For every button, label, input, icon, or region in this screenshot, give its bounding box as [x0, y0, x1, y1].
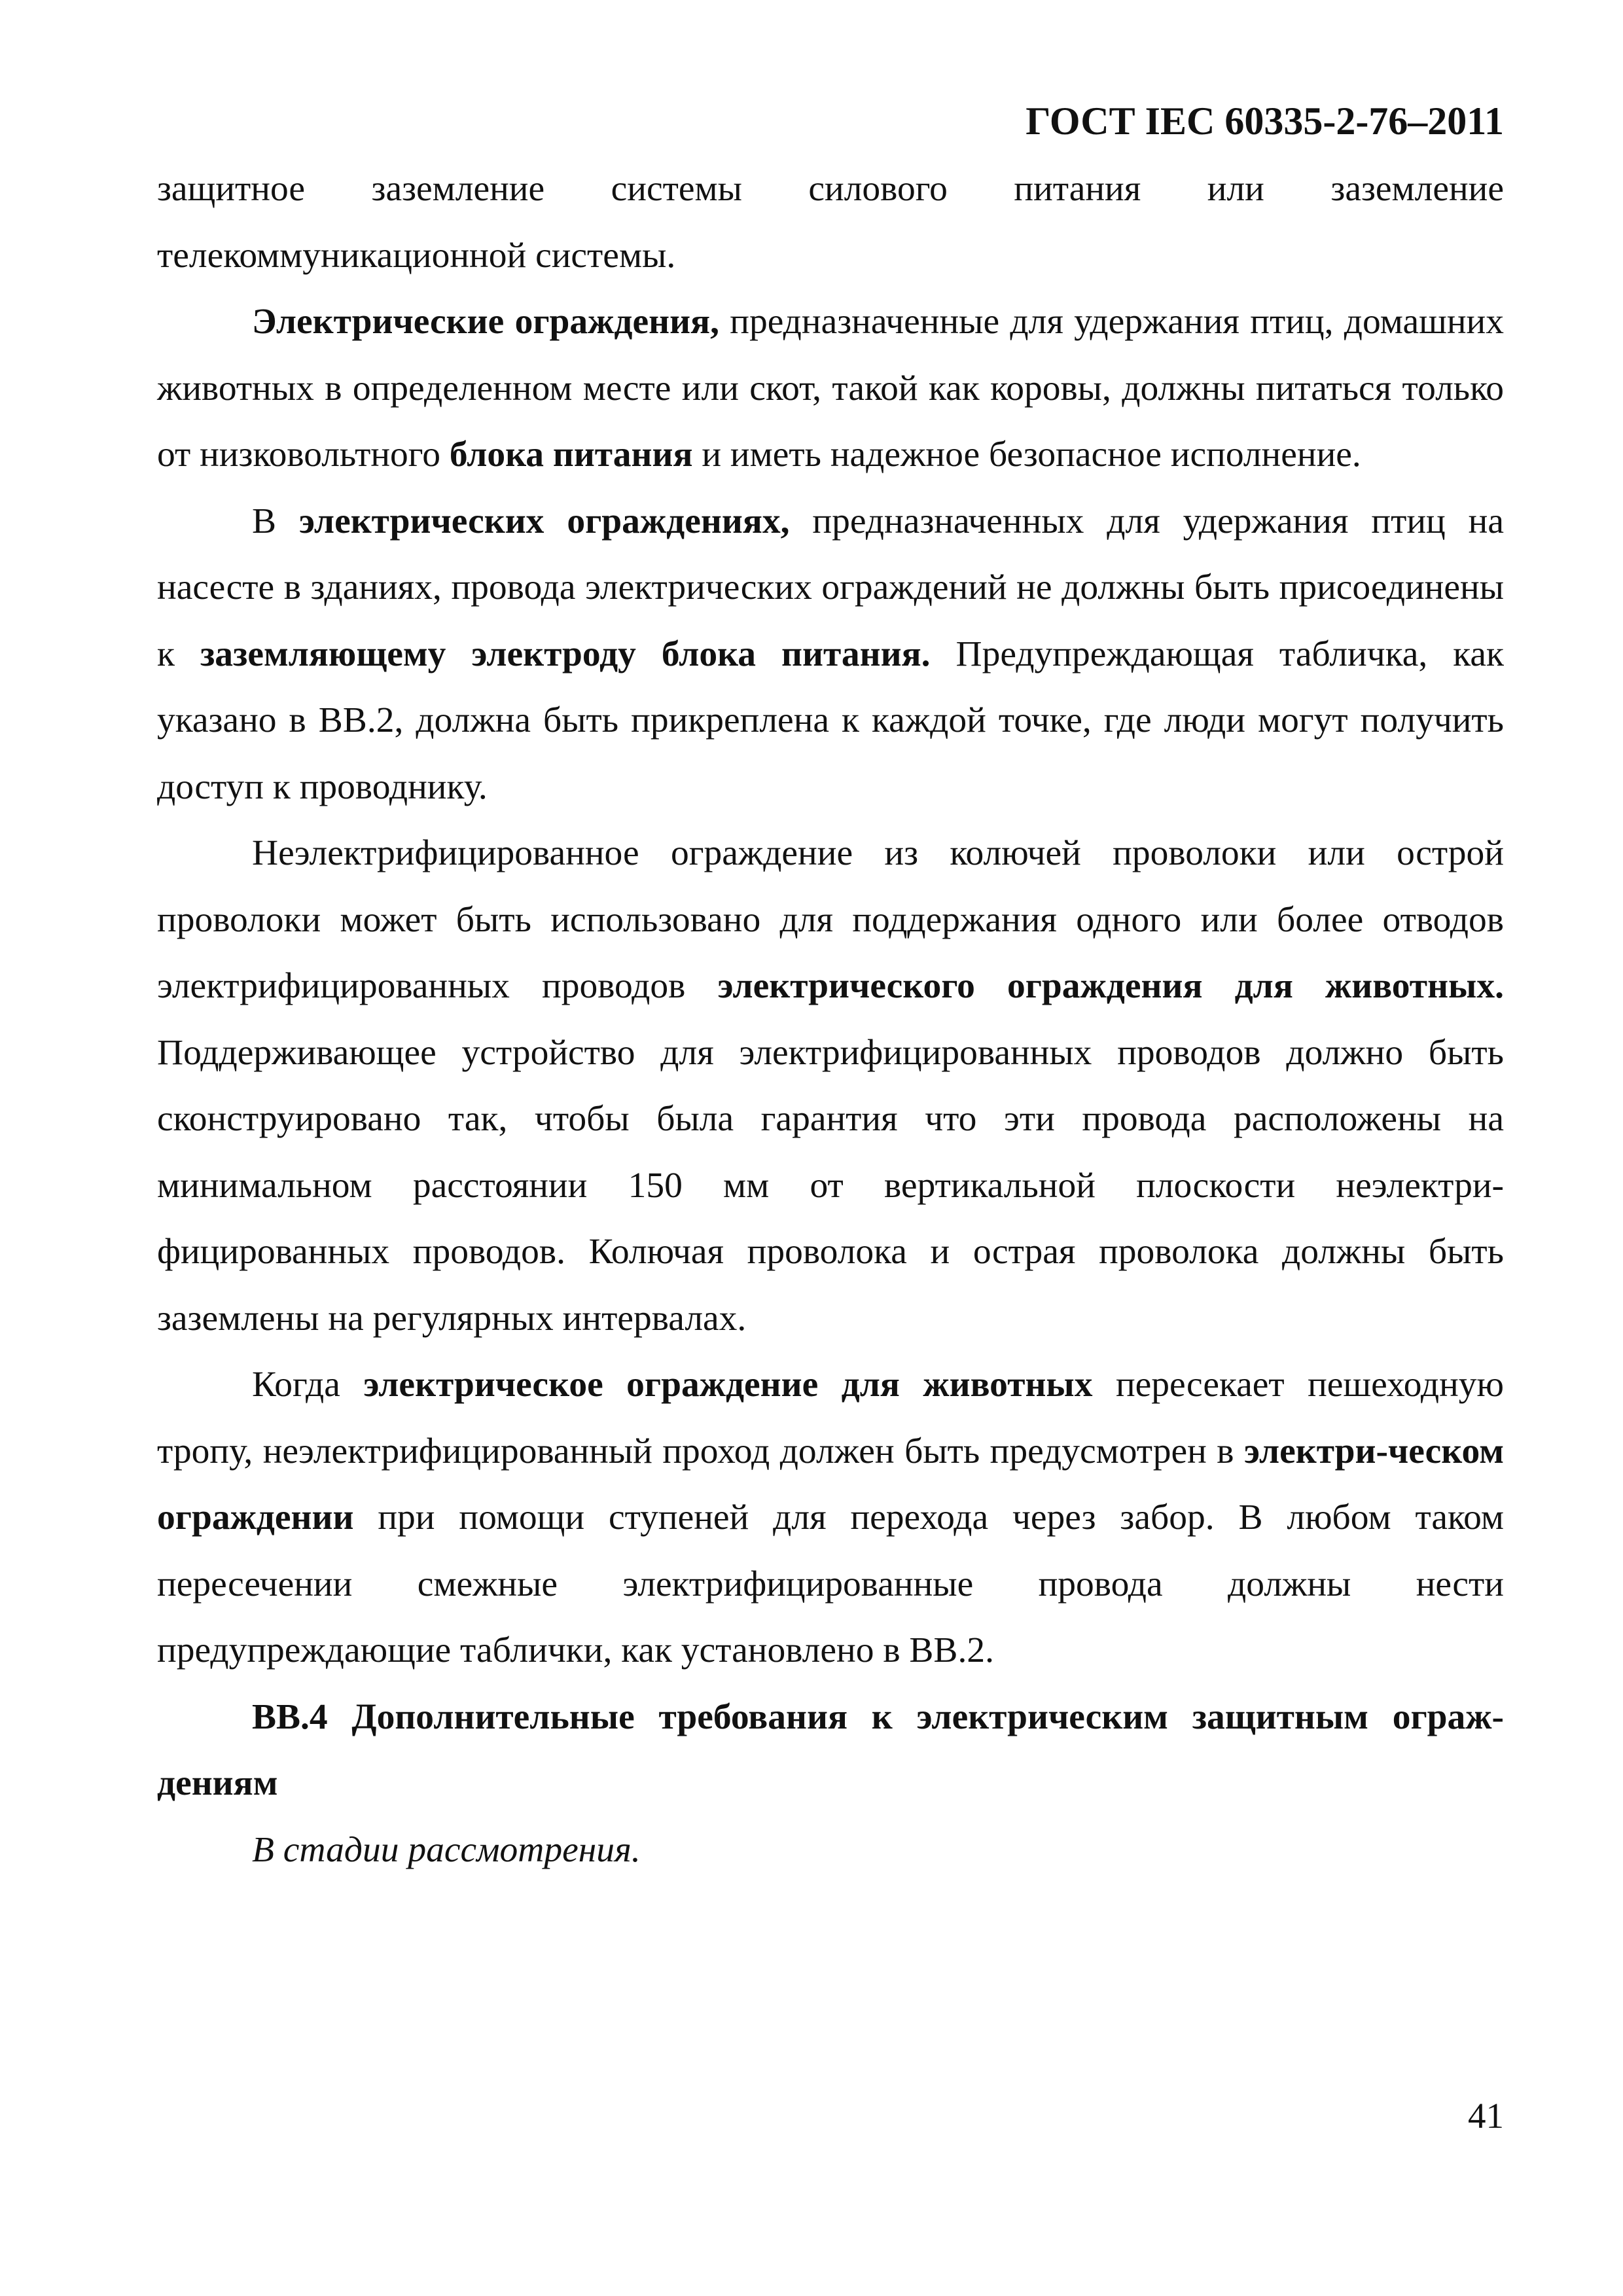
paragraph-text: предназначенных для удержания птиц на насесте в зданиях, провода электрических ограждений не должны быть присоединены к: [157, 501, 1505, 674]
section-heading: ВВ.4 Дополнительные требования к электрическим защитным ограж-дениям: [157, 1696, 1504, 1803]
paragraph-text: Неэлектрифицированное ограждение из колючей проволоки или острой проволоки может быть использовано для поддержания одного или более отводов электрифицированных проводов: [157, 833, 1504, 1006]
paragraph-continuation: [157, 156, 1504, 289]
term-animal-fence: электрического ограждения для животных.: [717, 966, 1505, 1006]
paragraph-bird-fences: [157, 488, 1504, 821]
term-electric-fences: электрических ограждениях,: [298, 501, 790, 541]
term-electric-fence: электри-ческом ограждении: [157, 1431, 1504, 1537]
paragraph-text: защитное заземление системы силового питания или заземление телекоммуникационной системы.: [157, 169, 1504, 276]
paragraph-text: В: [252, 501, 299, 541]
document-header: ГОСТ IEC 60335-2-76–2011: [1026, 99, 1504, 143]
term-animal-fence: электрическое ограждение для животных: [363, 1365, 1093, 1405]
paragraph-text: и иметь надежное безопасное исполнение.: [692, 435, 1361, 475]
term-earth-electrode: заземляющему электроду блока питания.: [200, 634, 931, 674]
paragraph-text: Предупреждающая табличка, как указано в ВВ.2, должна быть прикреплена к каждой точке, где люди могут получить доступ к проводнику.: [157, 634, 1504, 807]
document-body: [157, 156, 1504, 1883]
paragraph-footpath: [157, 1352, 1504, 1684]
paragraph-barbed-wire: [157, 820, 1504, 1352]
paragraph-text: предназначенные для удержания птиц, домашних животных в определенном месте или скот, такой как коровы, должны питаться только от низковольтного: [157, 302, 1504, 475]
paragraph-electric-fences: [157, 289, 1504, 488]
paragraph-text: Когда: [252, 1365, 364, 1405]
paragraph-text: при помощи ступеней для перехода через забор. В любом таком пересечении смежные электрифицированные провода должны нести предупреждающие таблички, как установлено в ВВ.2.: [157, 1498, 1504, 1670]
term-power-unit: блока питания: [449, 435, 693, 475]
term-electric-fences: Электрические ограждения,: [252, 302, 719, 342]
paragraph-text: пересекает пешеходную тропу, неэлектрифицированный проход должен быть предусмотрен в: [157, 1365, 1504, 1471]
paragraph-text: Поддерживающее устройство для электрифицированных проводов должно быть сконструировано так, чтобы была гарантия что эти провода расположены на минимальном расстоянии 150 мм от вертикальной плоскости неэлектри-фицированных проводов. Колючая проволока и острая проволока должны быть заземлены на регулярных интервалах.: [157, 1032, 1504, 1338]
page-number: 41: [1468, 2096, 1504, 2136]
section-note: В стадии рассмотрения.: [252, 1829, 641, 1870]
